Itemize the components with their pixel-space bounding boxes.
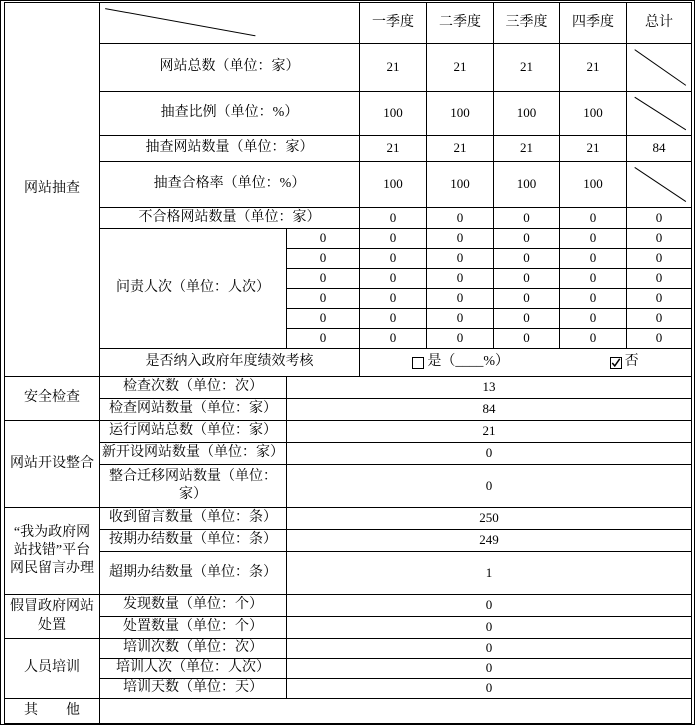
value-cell: 13 (287, 377, 692, 399)
accountability-cell: 0 (287, 289, 360, 309)
value-cell: 100 (494, 92, 560, 136)
category-site-integration: 网站开设整合 (5, 421, 100, 508)
assessment-yes-label: 是（____%） (427, 354, 509, 370)
col-header-total: 总计 (627, 3, 692, 44)
value-cell: 0 (287, 595, 692, 617)
col-header-q3: 三季度 (494, 3, 560, 44)
total-na-cell (627, 92, 692, 136)
diagonal-line-icon (627, 162, 691, 207)
accountability-cell: 0 (427, 249, 494, 269)
accountability-cell: 0 (627, 329, 692, 349)
value-cell: 21 (494, 44, 560, 92)
accountability-cell: 0 (560, 309, 627, 329)
row-label-messages-received: 收到留言数量（单位：条） (100, 508, 287, 530)
accountability-cell: 0 (560, 229, 627, 249)
accountability-cell: 0 (360, 289, 427, 309)
category-spot-check: 网站抽查 (5, 3, 100, 377)
accountability-cell: 0 (287, 269, 360, 289)
accountability-cell: 0 (494, 329, 560, 349)
category-other: 其 他 (5, 699, 100, 724)
value-cell: 100 (560, 92, 627, 136)
row-label-training-attendees: 培训人次（单位：人次） (100, 659, 287, 679)
accountability-cell: 0 (560, 249, 627, 269)
diagonal-line-icon (627, 44, 691, 91)
value-cell: 1 (287, 552, 692, 595)
total-na-cell (627, 162, 692, 208)
col-header-q1: 一季度 (360, 3, 427, 44)
category-security-check: 安全检查 (5, 377, 100, 421)
value-cell: 0 (360, 208, 427, 229)
value-cell: 21 (360, 44, 427, 92)
accountability-cell: 0 (360, 309, 427, 329)
row-label-training-days: 培训天数（单位：天） (100, 679, 287, 699)
col-header-q4: 四季度 (560, 3, 627, 44)
row-label-pass-rate: 抽查合格率（单位：%） (100, 162, 360, 208)
value-cell: 0 (287, 679, 692, 699)
row-label-training-sessions: 培训次数（单位：次） (100, 639, 287, 659)
accountability-cell: 0 (627, 289, 692, 309)
row-label-handled-on-time: 按期办结数量（单位：条） (100, 530, 287, 552)
accountability-cell: 0 (427, 329, 494, 349)
row-label-assessment: 是否纳入政府年度绩效考核 (100, 349, 360, 377)
accountability-cell: 0 (560, 269, 627, 289)
value-cell: 0 (494, 208, 560, 229)
row-label-handled-overdue: 超期办结数量（单位：条） (100, 552, 287, 595)
category-fake-sites: 假冒政府网站处置 (5, 595, 100, 639)
corner-diagonal-cell (100, 3, 360, 44)
value-cell: 21 (560, 136, 627, 162)
row-label-failed-sites: 不合格网站数量（单位：家） (100, 208, 360, 229)
value-cell: 0 (287, 659, 692, 679)
value-cell: 100 (360, 162, 427, 208)
accountability-cell: 0 (494, 229, 560, 249)
assessment-options-cell (360, 349, 692, 377)
value-cell: 0 (560, 208, 627, 229)
accountability-cell: 0 (360, 269, 427, 289)
value-cell: 21 (560, 44, 627, 92)
row-label-fake-found: 发现数量（单位：个） (100, 595, 287, 617)
accountability-cell: 0 (427, 289, 494, 309)
other-value-cell (100, 699, 692, 724)
assessment-option-yes[interactable] (412, 353, 509, 371)
checkbox-unchecked-icon[interactable] (412, 357, 424, 369)
accountability-cell: 0 (627, 249, 692, 269)
accountability-cell: 0 (287, 229, 360, 249)
accountability-cell: 0 (560, 289, 627, 309)
value-cell: 249 (287, 530, 692, 552)
assessment-option-no[interactable] (610, 353, 639, 371)
value-cell: 21 (360, 136, 427, 162)
value-cell: 100 (560, 162, 627, 208)
value-cell: 250 (287, 508, 692, 530)
accountability-cell: 0 (360, 249, 427, 269)
accountability-cell: 0 (494, 289, 560, 309)
value-cell: 84 (287, 399, 692, 421)
diagonal-line-icon (100, 3, 359, 43)
row-label-checked-site-count: 检查网站数量（单位：家） (100, 399, 287, 421)
accountability-cell: 0 (627, 269, 692, 289)
total-cell: 0 (627, 208, 692, 229)
accountability-cell: 0 (494, 309, 560, 329)
accountability-cell: 0 (287, 309, 360, 329)
accountability-cell: 0 (560, 329, 627, 349)
value-cell: 0 (287, 639, 692, 659)
value-cell: 0 (287, 443, 692, 465)
row-label-checked-sites: 抽查网站数量（单位：家） (100, 136, 360, 162)
accountability-cell: 0 (427, 309, 494, 329)
accountability-cell: 0 (494, 269, 560, 289)
value-cell: 21 (287, 421, 692, 443)
accountability-cell: 0 (627, 229, 692, 249)
assessment-no-label: 否 (624, 354, 639, 370)
total-cell: 84 (627, 136, 692, 162)
row-label-total-sites: 网站总数（单位：家） (100, 44, 360, 92)
accountability-cell: 0 (627, 309, 692, 329)
accountability-cell: 0 (287, 329, 360, 349)
value-cell: 0 (287, 465, 692, 508)
col-header-q2: 二季度 (427, 3, 494, 44)
accountability-cell: 0 (287, 249, 360, 269)
row-label-new-sites: 新开设网站数量（单位：家） (100, 443, 287, 465)
row-label-running-sites: 运行网站总数（单位：家） (100, 421, 287, 443)
value-cell: 0 (287, 617, 692, 639)
accountability-cell: 0 (427, 269, 494, 289)
report-table (4, 2, 692, 724)
category-training: 人员培训 (5, 639, 100, 699)
accountability-cell: 0 (360, 229, 427, 249)
value-cell: 21 (427, 136, 494, 162)
value-cell: 21 (427, 44, 494, 92)
row-label-check-ratio: 抽查比例（单位：%） (100, 92, 360, 136)
row-label-fake-handled: 处置数量（单位：个） (100, 617, 287, 639)
value-cell: 100 (360, 92, 427, 136)
accountability-cell: 0 (494, 249, 560, 269)
row-label-accountability: 问责人次（单位：人次） (100, 229, 287, 349)
accountability-cell: 0 (360, 329, 427, 349)
value-cell: 100 (427, 92, 494, 136)
checkbox-checked-icon[interactable] (610, 357, 622, 369)
total-na-cell (627, 44, 692, 92)
value-cell: 100 (427, 162, 494, 208)
row-label-check-times: 检查次数（单位：次） (100, 377, 287, 399)
value-cell: 21 (494, 136, 560, 162)
value-cell: 100 (494, 162, 560, 208)
value-cell: 0 (427, 208, 494, 229)
category-feedback-platform: “我为政府网站找错”平台网民留言办理 (5, 508, 100, 595)
row-label-migrated-sites: 整合迁移网站数量（单位：家） (100, 465, 287, 508)
accountability-cell: 0 (427, 229, 494, 249)
diagonal-line-icon (627, 92, 691, 135)
check-mark-icon (611, 358, 621, 368)
